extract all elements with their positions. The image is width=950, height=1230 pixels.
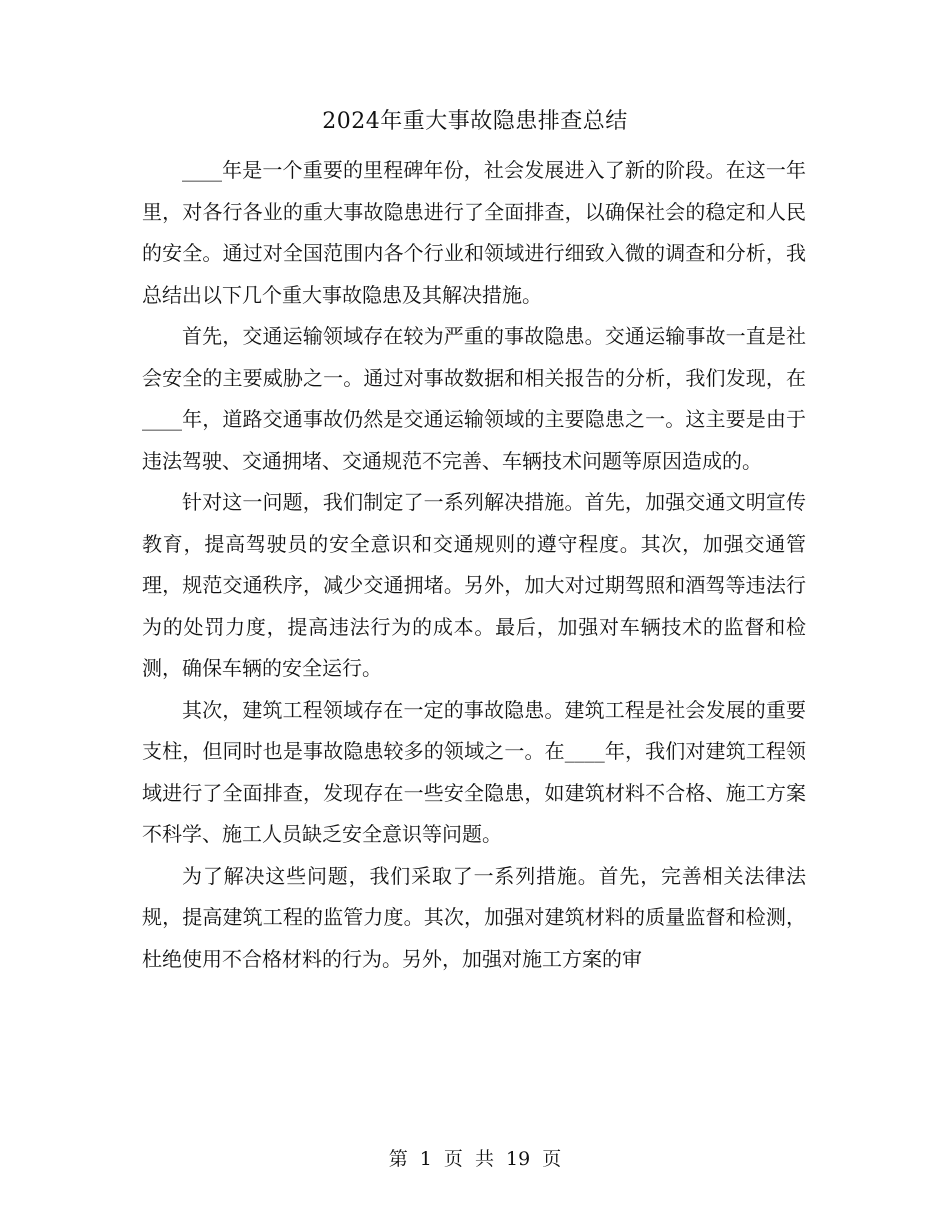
- paragraph: ____年是一个重要的里程碑年份，社会发展进入了新的阶段。在这一年里，对各行各业的重大事故隐患进行了全面排查，以确保社会的稳定和人民的安全。通过对全国范围内各个行业和领域进行细致入微的调查和分析，我总结出以下几个重大事故隐患及其解决措施。: [142, 158, 806, 307]
- paragraph: 首先，交通运输领域存在较为严重的事故隐患。交通运输事故一直是社会安全的主要威胁之一。通过对事故数据和相关报告的分析，我们发现，在____年，道路交通事故仍然是交通运输领域的主要隐患之一。这主要是由于违法驾驶、交通拥堵、交通规范不完善、车辆技术问题等原因造成的。: [142, 324, 806, 473]
- paragraph: 针对这一问题，我们制定了一系列解决措施。首先，加强交通文明宣传教育，提高驾驶员的安全意识和交通规则的遵守程度。其次，加强交通管理，规范交通秩序，减少交通拥堵。另外，加大对过期驾照和酒驾等违法行为的处罚力度，提高违法行为的成本。最后，加强对车辆技术的监督和检测，确保车辆的安全运行。: [142, 490, 806, 680]
- page-number: 第 1 页 共 19 页: [388, 1148, 562, 1170]
- paragraph: 其次，建筑工程领域存在一定的事故隐患。建筑工程是社会发展的重要支柱，但同时也是事故隐患较多的领域之一。在____年，我们对建筑工程领域进行了全面排查，发现存在一些安全隐患，如建筑材料不合格、施工方案不科学、施工人员缺乏安全意识等问题。: [142, 697, 806, 846]
- paragraph: 为了解决这些问题，我们采取了一系列措施。首先，完善相关法律法规，提高建筑工程的监管力度。其次，加强对建筑材料的质量监督和检测，杜绝使用不合格材料的行为。另外，加强对施工方案的审: [142, 863, 806, 971]
- document-title: 2024年重大事故隐患排查总结: [322, 109, 628, 134]
- document-body: [142, 150, 806, 980]
